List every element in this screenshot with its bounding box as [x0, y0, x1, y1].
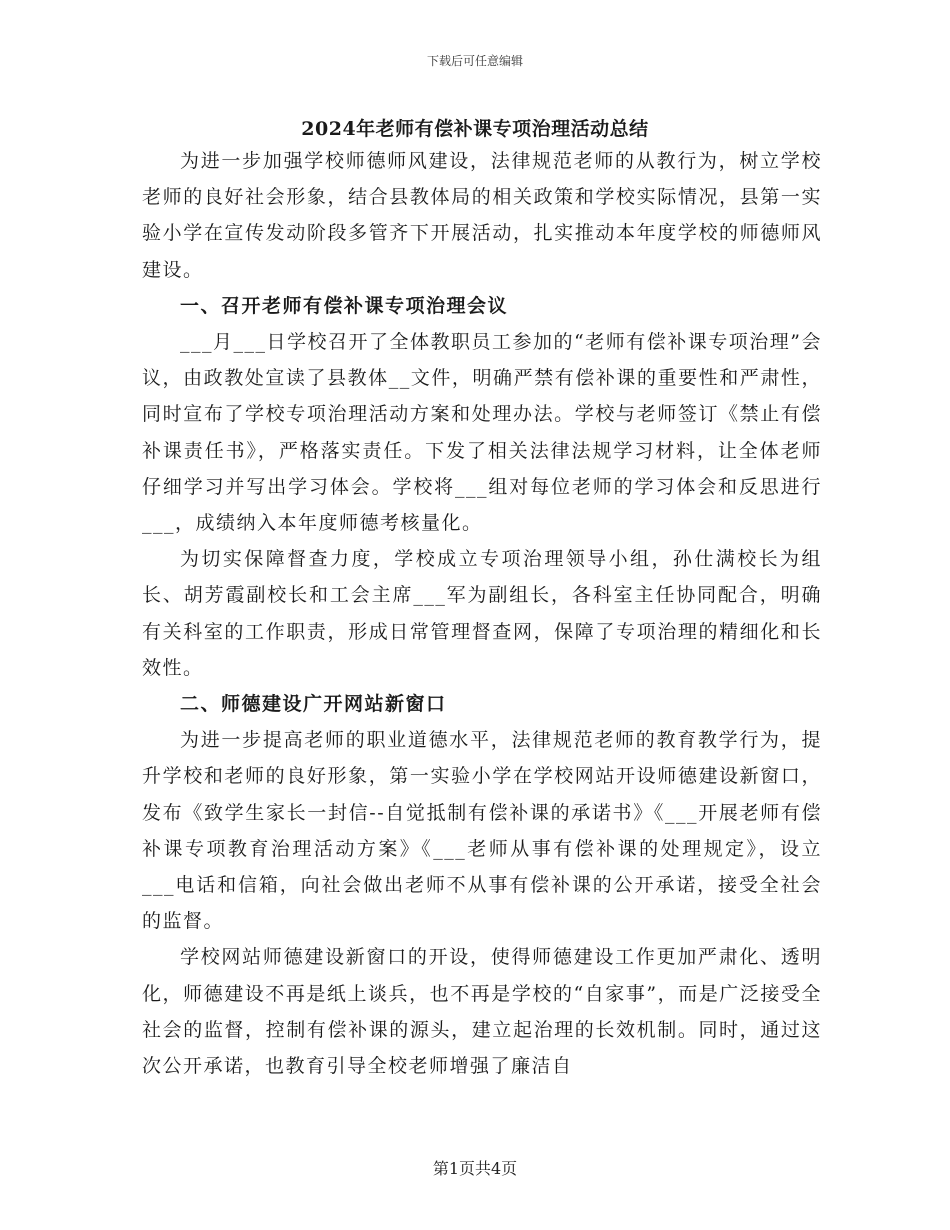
header-note: 下载后可任意编辑	[426, 54, 523, 68]
section-heading-2: 二、师德建设广开网站新窗口	[180, 693, 447, 716]
page-number: 第1页共4页	[432, 1159, 518, 1178]
document-body	[142, 143, 822, 1084]
paragraph-intro: 为进一步加强学校师德师风建设，法律规范老师的从教行为，树立学校老师的良好社会形象，结合县教体局的相关政策和学校实际情况，县第一实验小学在宣传发动阶段多管齐下开展活动，扎实推动本年度学校的师德师风建设。	[142, 150, 822, 281]
paragraph-website: 为进一步提高老师的职业道德水平，法律规范老师的教育教学行为，提升学校和老师的良好形象，第一实验小学在学校网站开设师德建设新窗口，发布《致学生家长一封信--自觉抵制有偿补课的承诺书》《___开展老师有偿补课专项教育治理活动方案》《___老师从事有偿补课的处理规定》，设立___电话和信箱，向社会做出老师不从事有偿补课的公开承诺，接受全社会的监督。	[142, 729, 822, 933]
section-heading-1: 一、召开老师有偿补课专项治理会议	[180, 294, 509, 317]
paragraph-meeting: ___月___日学校召开了全体教职员工参加的“老师有偿补课专项治理”会议，由政教处宣读了县教体__文件，明确严禁有偿补课的重要性和严肃性，同时宣布了学校专项治理活动方案和处理办法。学校与老师签订《禁止有偿补课责任书》，严格落实责任。下发了相关法律法规学习材料，让全体老师仔细学习并写出学习体会。学校将___组对每位老师的学习体会和反思进行___，成绩纳入本年度师德考核量化。	[142, 331, 822, 535]
paragraph-supervision: 为切实保障督查力度，学校成立专项治理领导小组，孙仕满校长为组长、胡芳霞副校长和工会主席___军为副组长，各科室主任协同配合，明确有关科室的工作职责，形成日常管理督查网，保障了专项治理的精细化和长效性。	[142, 548, 822, 679]
paragraph-window-effect: 学校网站师德建设新窗口的开设，使得师德建设工作更加严肃化、透明化，师德建设不再是纸上谈兵，也不再是学校的“自家事”，而是广泛接受全社会的监督，控制有偿补课的源头，建立起治理的长效机制。同时，通过这次公开承诺，也教育引导全校老师增强了廉洁自	[142, 946, 822, 1078]
document-title: 2024年老师有偿补课专项治理活动总结	[301, 118, 649, 140]
